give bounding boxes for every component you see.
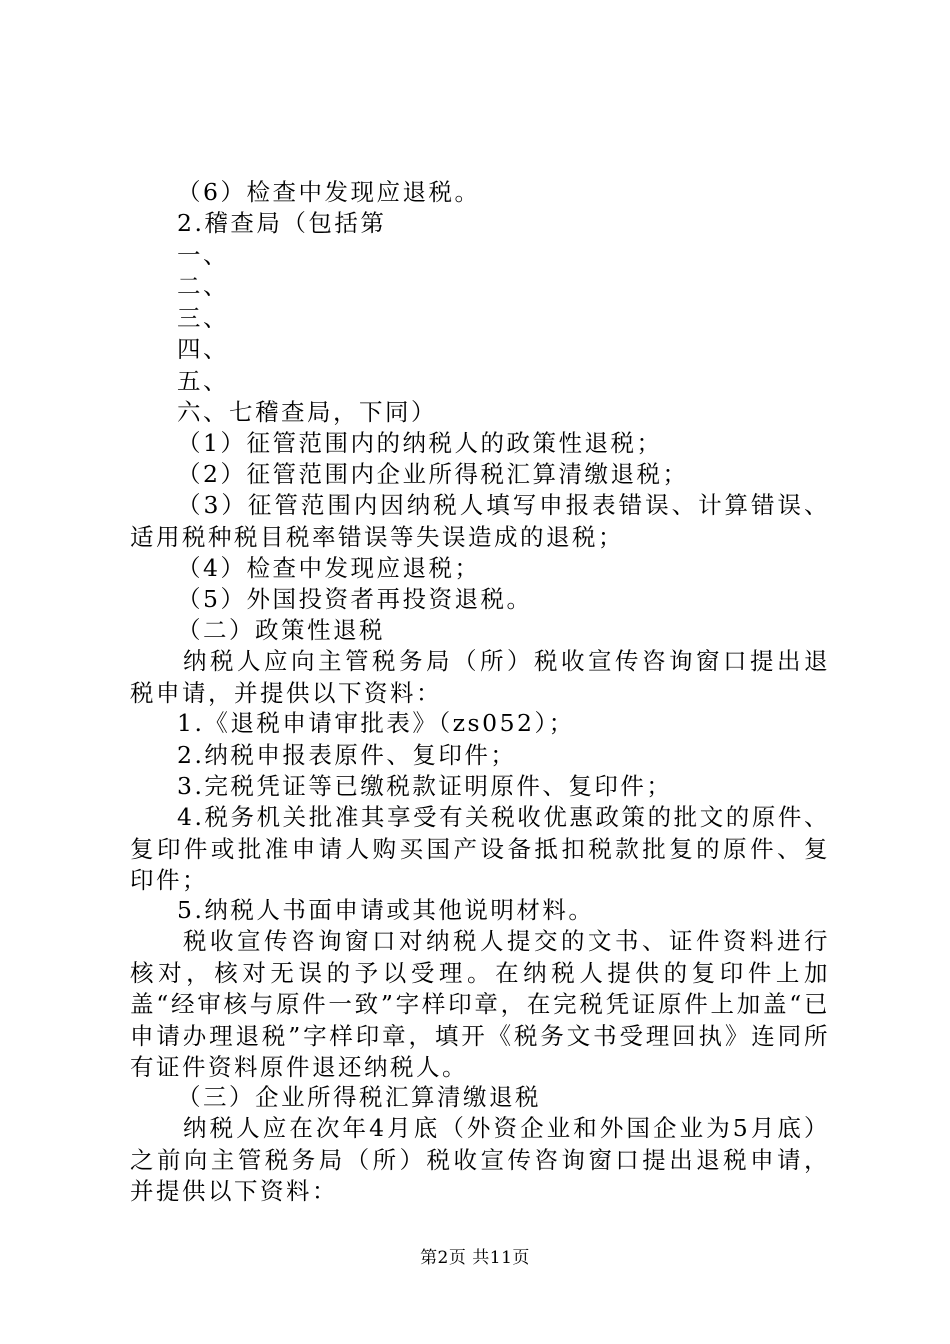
page-number: 第2页 共11页: [420, 1248, 530, 1268]
paragraph: 5.纳税人书面申请或其他说明材料。: [177, 896, 595, 924]
paragraph: 六、七稽查局，下同）: [177, 398, 437, 426]
paragraph: （5）外国投资者再投资退税。: [177, 585, 533, 613]
paragraph: 五、: [177, 367, 229, 395]
paragraph: 一、: [177, 241, 229, 269]
paragraph: （2）征管范围内企业所得税汇算清缴退税；: [177, 460, 689, 488]
paragraph: 二、: [177, 272, 229, 300]
paragraph: （三）企业所得税汇算清缴退税: [177, 1083, 541, 1111]
paragraph: 纳税人应在次年4月底（外资企业和外国企业为5月底）之前向主管税务局（所）税收宣传咨询窗口提出退税申请，并提供以下资料：: [130, 1114, 830, 1205]
paragraph: （1）征管范围内的纳税人的政策性退税；: [177, 429, 663, 457]
paragraph: （3）征管范围内因纳税人填写申报表错误、计算错误、适用税种税目税率错误等失误造成的退税；: [130, 491, 830, 551]
paragraph: 三、: [177, 304, 229, 332]
paragraph: 1.《退税申请审批表》（zs052）；: [177, 709, 575, 737]
paragraph: （二）政策性退税: [177, 616, 385, 644]
paragraph: 3.完税凭证等已缴税款证明原件、复印件；: [177, 772, 673, 800]
paragraph: 税收宣传咨询窗口对纳税人提交的文书、证件资料进行核对，核对无误的予以受理。在纳税人提供的复印件上加盖“经审核与原件一致”字样印章，在完税凭证原件上加盖“已申请办理退税”字样印章，填开《税务文书受理回执》连同所有证件资料原件退还纳税人。: [130, 927, 830, 1081]
paragraph: 2.纳税申报表原件、复印件；: [177, 741, 517, 769]
paragraph: （4）检查中发现应退税；: [177, 554, 481, 582]
paragraph: 2.稽查局（包括第: [177, 209, 387, 237]
paragraph: 4.税务机关批准其享受有关税收优惠政策的批文的原件、复印件或批准申请人购买国产设备抵扣税款批复的原件、复印件；: [130, 803, 830, 894]
paragraph: 纳税人应向主管税务局（所）税收宣传咨询窗口提出退税申请，并提供以下资料：: [130, 647, 830, 707]
paragraph: （6）检查中发现应退税。: [177, 178, 481, 206]
paragraph: 四、: [177, 335, 229, 363]
